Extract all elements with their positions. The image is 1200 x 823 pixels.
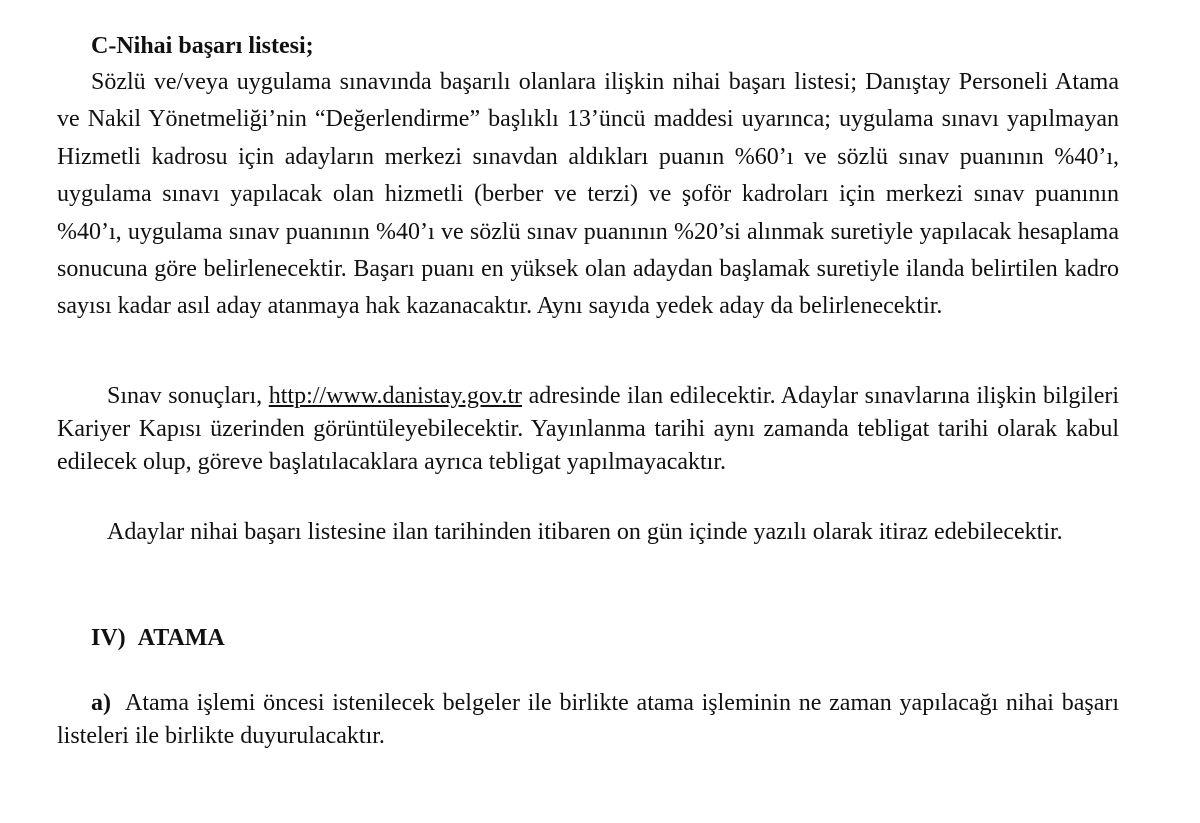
paragraph-2-text-start: Sınav sonuçları, bbox=[107, 383, 269, 409]
section-c-paragraph-3: Adaylar nihai başarı listesine ilan tarihinden itibaren on gün içinde yazılı olarak itiraz edebilecektir. bbox=[107, 519, 1063, 545]
section-c-heading: C-Nihai başarı listesi; bbox=[91, 33, 314, 59]
danistay-website-link[interactable]: http://www.danistay.gov.tr bbox=[268, 383, 523, 409]
item-a-label: a) bbox=[91, 690, 111, 716]
section-iv-title: ATAMA bbox=[137, 625, 225, 651]
section-iv-number: IV) bbox=[91, 625, 126, 651]
section-iv-item-a bbox=[57, 687, 1119, 753]
item-a-text: Atama işlemi öncesi istenilecek belgeler ile birlikte atama işleminin ne zaman yapılacağı nihai başarı listeleri ile birlikte duyurulacaktır. bbox=[57, 690, 1119, 749]
section-c-paragraph-2 bbox=[57, 380, 1119, 479]
section-c-paragraph-1: Sözlü ve/veya uygulama sınavında başarılı olanlara ilişkin nihai başarı listesi; Danıştay Personeli Atama ve Nakil Yönetmeliği’nin “Değerlendirme” başlıklı 13’üncü maddesi uyarınca; uygulama sınavı yapılmayan Hizmetli kadrosu için adayların merkezi sınavdan aldıkları puanın %60’ı ve sözlü sınav puanının %40’ı, uygulama sınavı yapılacak olan hizmetli (berber ve terzi) ve şoför kadroları için merkezi sınav puanının %40’ı, uygulama sınav puanının %40’ı ve sözlü sınav puanının %20’si alınmak suretiyle yapılacak hesaplama sonucuna göre belirlenecektir. Başarı puanı en yüksek olan adaydan başlamak suretiyle ilanda belirtilen kadro sayısı kadar asıl aday atanmaya hak kazanacaktır. Aynı sayıda yedek aday da belirlenecektir. bbox=[57, 69, 1119, 320]
paragraph-2-text-end: adresinde ilan edilecektir. Adaylar sınavlarına ilişkin bilgileri Kariyer Kapısı üzerinden görüntüleyebilecektir. Yayınlanma tarihi aynı zamanda tebligat tarihi olarak kabul edilecek olup, göreve başlatılacaklara ayrıca tebligat yapılmayacaktır. bbox=[57, 383, 1120, 475]
section-iv-heading bbox=[57, 620, 225, 656]
